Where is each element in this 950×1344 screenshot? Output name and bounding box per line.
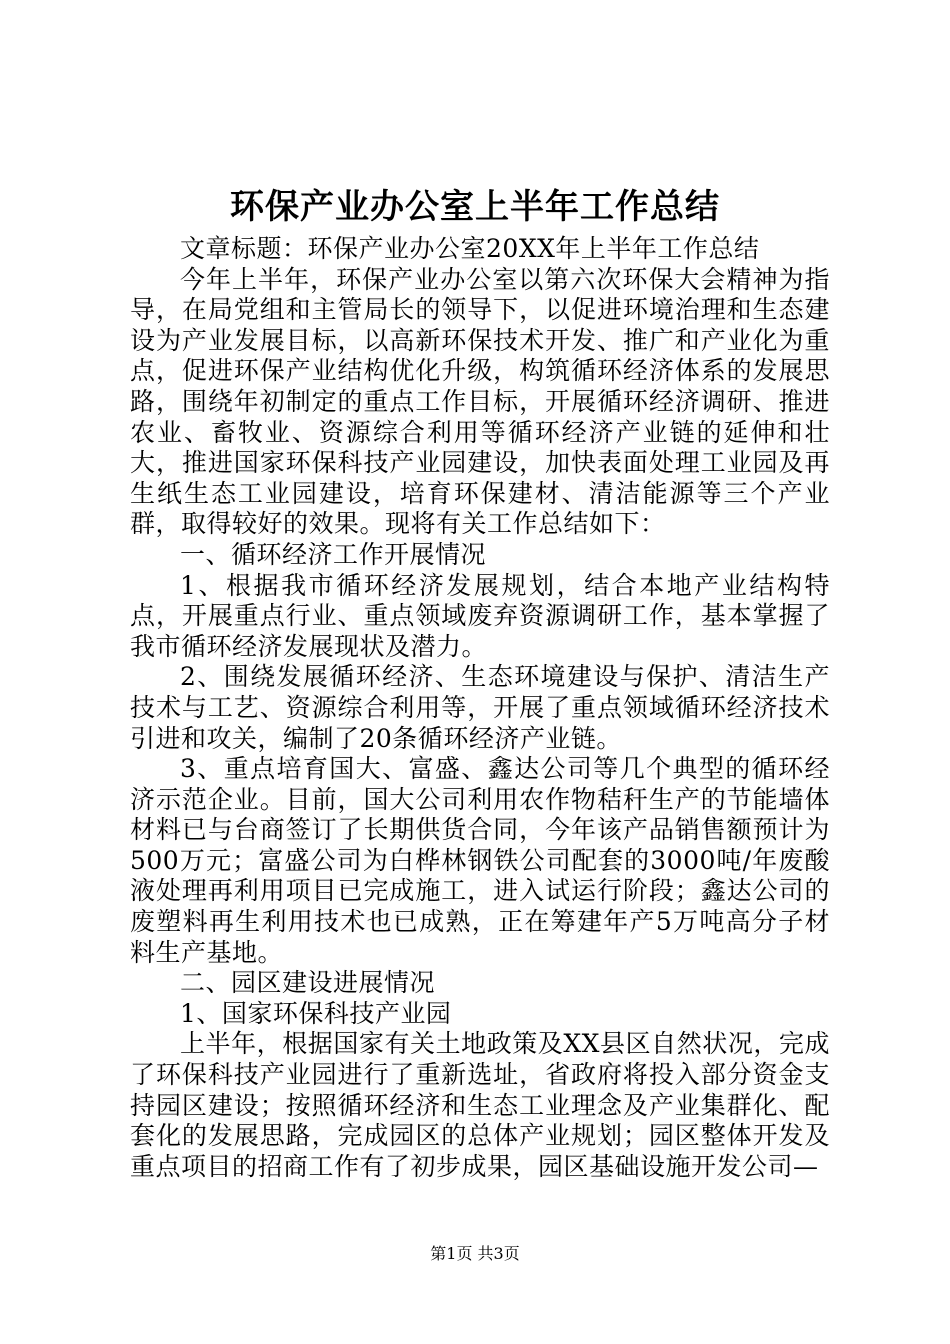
subsection-heading-1: 1、国家环保科技产业园 [180, 998, 452, 1028]
paragraph-item-3: 3、重点培育国大、富盛、鑫达公司等几个典型的循环经济示范企业。目前，国大公司利用农作物秸秆生产的节能墙体材料已与台商签订了长期供货合同，今年该产品销售额预计为500万元；富盛公司为白桦林钢铁公司配套的3000吨/年废酸液处理再利用项目已完成施工，进入试运行阶段；鑫达公司的废塑料再生利用技术也已成熟，正在筹建年产5万吨高分子材料生产基地。 [130, 754, 830, 967]
intro-paragraph: 今年上半年，环保产业办公室以第六次环保大会精神为指导，在局党组和主管局长的领导下，以促进环境治理和生态建设为产业发展目标，以高新环保技术开发、推广和产业化为重点，促进环保产业结构优化升级，构筑循环经济体系的发展思路，围绕年初制定的重点工作目标，开展循环经济调研、推进农业、畜牧业、资源综合利用等循环经济产业链的延伸和壮大，推进国家环保科技产业园建设，加快表面处理工业园及再生纸生态工业园建设，培育环保建材、清洁能源等三个产业群，取得较好的效果。现将有关工作总结如下： [130, 264, 830, 539]
page-footer: 第1页 共3页 [430, 1244, 520, 1263]
document-title: 环保产业办公室上半年工作总结 [230, 187, 720, 227]
document-body [130, 234, 830, 1182]
park-paragraph: 上半年，根据国家有关土地政策及XX县区自然状况，完成了环保科技产业园进行了重新选址，省政府将投入部分资金支持园区建设；按照循环经济和生态工业理念及产业集群化、配套化的发展思路，完成园区的总体产业规划；园区整体开发及重点项目的招商工作有了初步成果，园区基础设施开发公司— [130, 1029, 830, 1181]
paragraph-item-2: 2、围绕发展循环经济、生态环境建设与保护、清洁生产技术与工艺、资源综合利用等，开展了重点领域循环经济技术引进和攻关，编制了20条循环经济产业链。 [130, 662, 830, 753]
article-title-line: 文章标题：环保产业办公室20XX年上半年工作总结 [180, 234, 760, 263]
section-heading-1: 一、循环经济工作开展情况 [180, 539, 487, 569]
section-heading-2: 二、园区建设进展情况 [180, 968, 436, 998]
paragraph-item-1: 1、根据我市循环经济发展规划，结合本地产业结构特点，开展重点行业、重点领域废弃资源调研工作，基本掌握了我市循环经济发展现状及潜力。 [130, 570, 830, 661]
